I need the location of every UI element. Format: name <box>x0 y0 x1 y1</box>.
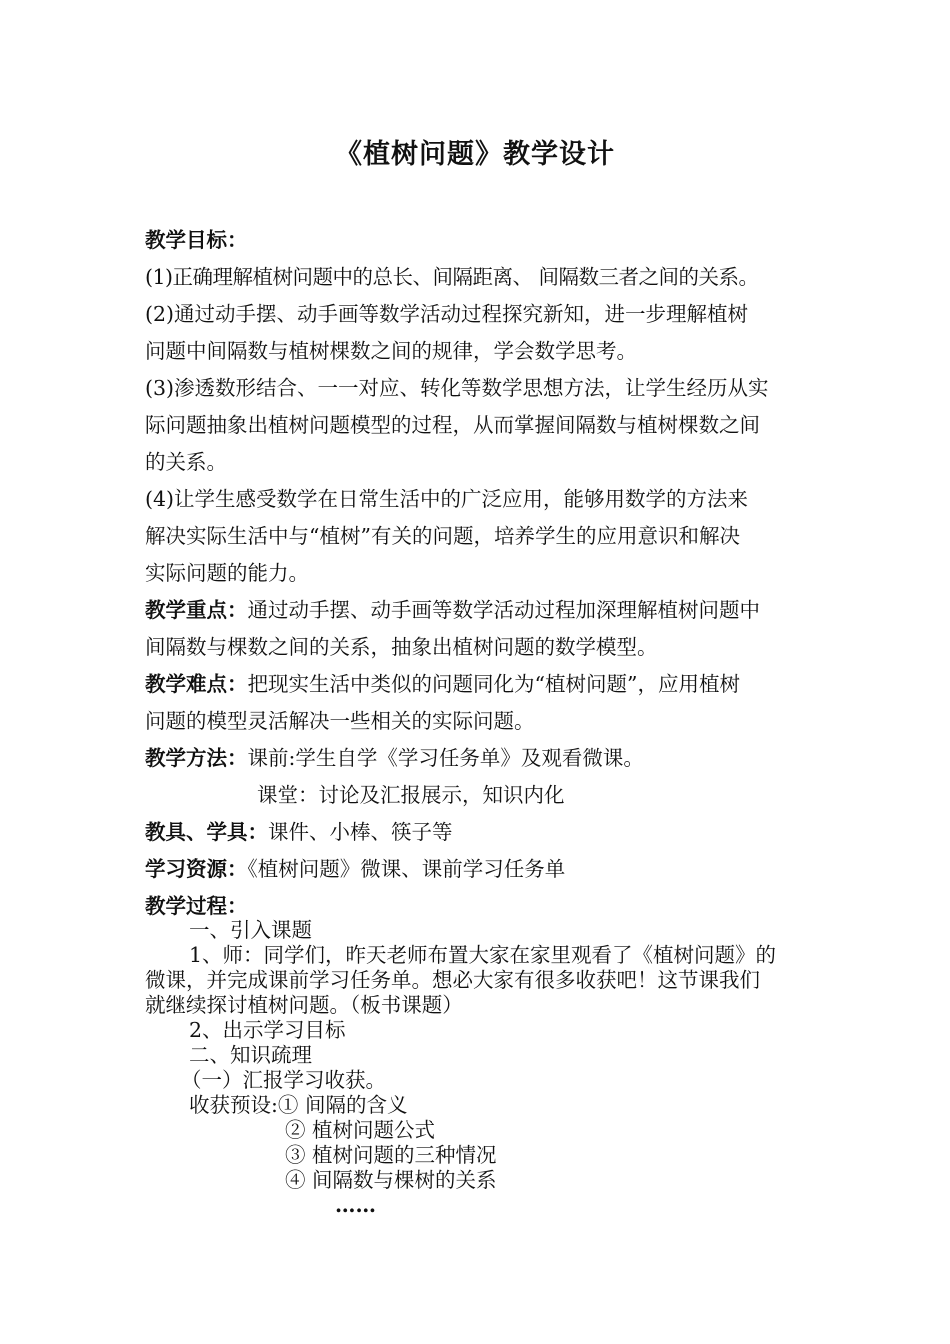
tools-line <box>145 814 810 851</box>
process-sub-1: （一）汇报学习收获。 <box>181 1068 386 1092</box>
harvest-line-1 <box>145 1093 810 1118</box>
objective-item-3-line-2: 际问题抽象出植树问题模型的过程，从而掌握间隔数与植树棵数之间 <box>145 413 760 437</box>
process-section-2: 二、知识疏理 <box>189 1043 312 1067</box>
harvest-item-4: ④ 间隔数与棵树的关系 <box>285 1168 497 1192</box>
process-section-1: 一、引入课题 <box>189 918 312 942</box>
objective-item-4-line-3: 实际问题的能力。 <box>145 561 309 585</box>
objective-item-3-line-1: (3)渗透数形结合、一一对应、转化等数学思想方法，让学生经历从实 <box>145 376 769 400</box>
objective-item-4-line-2: 解决实际生活中与“植树”有关的问题，培养学生的应用意识和解决 <box>145 524 740 548</box>
resources-text: 《植树问题》微课、课前学习任务单 <box>247 857 566 881</box>
resources-label: 学习资源： <box>145 857 248 881</box>
objective-item-3-line-3: 的关系。 <box>145 450 227 474</box>
methods-text-1: 课前:学生自学《学习任务单》及观看微课。 <box>247 746 644 770</box>
key-points-line-2: 间隔数与棵数之间的关系，抽象出植树问题的数学模型。 <box>145 635 658 659</box>
objective-item-4-line-1: (4)让学生感受数学在日常生活中的广泛应用，能够用数学的方法来 <box>145 487 749 511</box>
process-label: 教学过程： <box>145 894 248 918</box>
methods-line-1 <box>145 740 810 777</box>
process-step-1-line-1: 1、师：同学们，昨天老师布置大家在家里观看了《植树问题》的 <box>189 943 777 967</box>
objective-item-1: (1)正确理解植树问题中的总长、间隔距离、 间隔数三者之间的关系。 <box>145 265 759 289</box>
tools-text: 课件、小棒、筷子等 <box>268 820 453 844</box>
difficulties-line-2: 问题的模型灵活解决一些相关的实际问题。 <box>145 709 535 733</box>
difficulties-text-1: 把现实生活中类似的问题同化为“植树问题”，应用植树 <box>247 672 740 696</box>
difficulties-label: 教学难点： <box>145 672 248 696</box>
harvest-label: 收获预设: <box>189 1093 278 1117</box>
process-step-1-line-3: 就继续探讨植树问题。（板书课题） <box>145 993 463 1017</box>
objective-item-2-line-1: (2)通过动手摆、动手画等数学活动过程探究新知，进一步理解植树 <box>145 302 749 326</box>
harvest-item-3: ③ 植树问题的三种情况 <box>285 1143 497 1167</box>
process-section <box>145 918 810 1218</box>
methods-line-2: 课堂：讨论及汇报展示，知识内化 <box>257 783 565 807</box>
objectives-section <box>145 222 810 925</box>
key-points-label: 教学重点： <box>145 598 248 622</box>
process-step-2: 2、出示学习目标 <box>189 1018 346 1042</box>
harvest-ellipsis: …… <box>335 1193 376 1217</box>
harvest-item-2: ② 植树问题公式 <box>285 1118 436 1142</box>
objective-item-2-line-2: 问题中间隔数与植树棵数之间的规律，学会数学思考。 <box>145 339 637 363</box>
resources-line <box>145 851 810 888</box>
process-step-1-line-2: 微课，并完成课前学习任务单。想必大家有很多收获吧！这节课我们 <box>145 968 760 992</box>
key-points-text-1: 通过动手摆、动手画等数学活动过程加深理解植树问题中 <box>247 598 760 622</box>
key-points-line-1 <box>145 592 810 629</box>
methods-label: 教学方法： <box>145 746 248 770</box>
harvest-item-1: ① 间隔的含义 <box>277 1093 408 1117</box>
difficulties-line-1 <box>145 666 810 703</box>
page-title: 《植树问题》教学设计 <box>335 139 615 170</box>
objectives-label: 教学目标： <box>145 228 248 252</box>
tools-label: 教具、学具： <box>145 820 268 844</box>
